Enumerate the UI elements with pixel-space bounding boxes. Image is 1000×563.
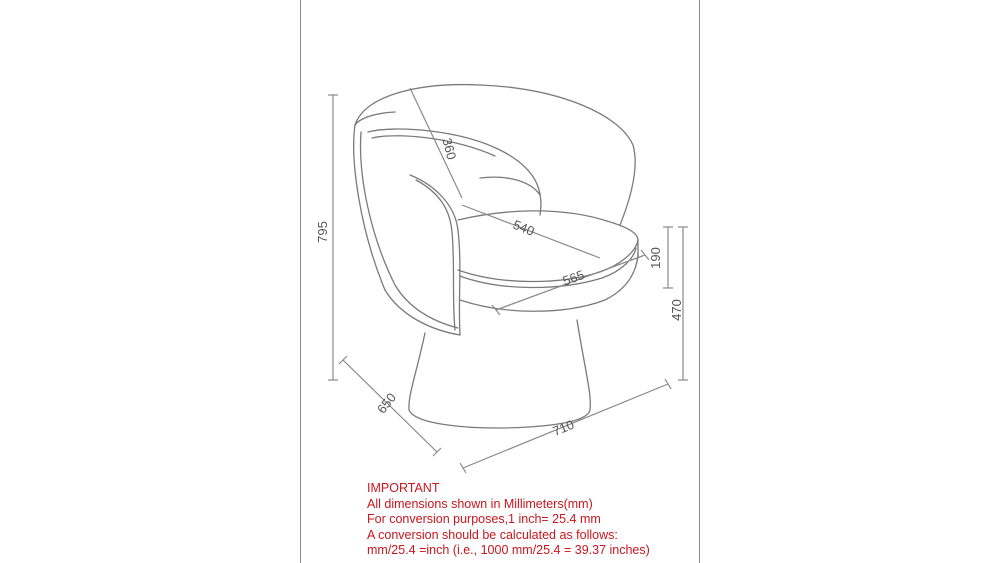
dim-label-seat-depth: 540 <box>510 216 537 239</box>
notes-line-2: For conversion purposes,1 inch= 25.4 mm <box>367 512 601 526</box>
dim-label-seat-width: 565 <box>560 267 587 289</box>
pedestal-base <box>409 320 590 428</box>
dim-label-cushion-height: 190 <box>648 247 663 269</box>
dim-label-depth: 650 <box>373 390 400 417</box>
seat-top <box>458 211 638 240</box>
notes-line-1: All dimensions shown in Millimeters(mm) <box>367 496 593 511</box>
important-notes <box>367 481 650 559</box>
notes-line-3: A conversion should be calculated as follows: <box>367 527 618 542</box>
arm-curve <box>480 177 540 195</box>
chair-side-seam <box>361 132 458 328</box>
arm-front-seam <box>416 180 455 330</box>
dim-label-back-depth: 360 <box>439 136 460 162</box>
dim-label-total-height: 795 <box>315 221 330 243</box>
notes-heading: IMPORTANT <box>367 481 440 495</box>
arm-front <box>410 175 460 335</box>
dim-label-seat-height: 470 <box>669 299 684 321</box>
dim-label-width: 710 <box>550 416 577 439</box>
notes-line-4: mm/25.4 =inch (i.e., 1000 mm/25.4 = 39.37 inches) <box>367 543 650 557</box>
backrest-outer <box>355 85 635 225</box>
seat-front-top <box>458 240 638 282</box>
